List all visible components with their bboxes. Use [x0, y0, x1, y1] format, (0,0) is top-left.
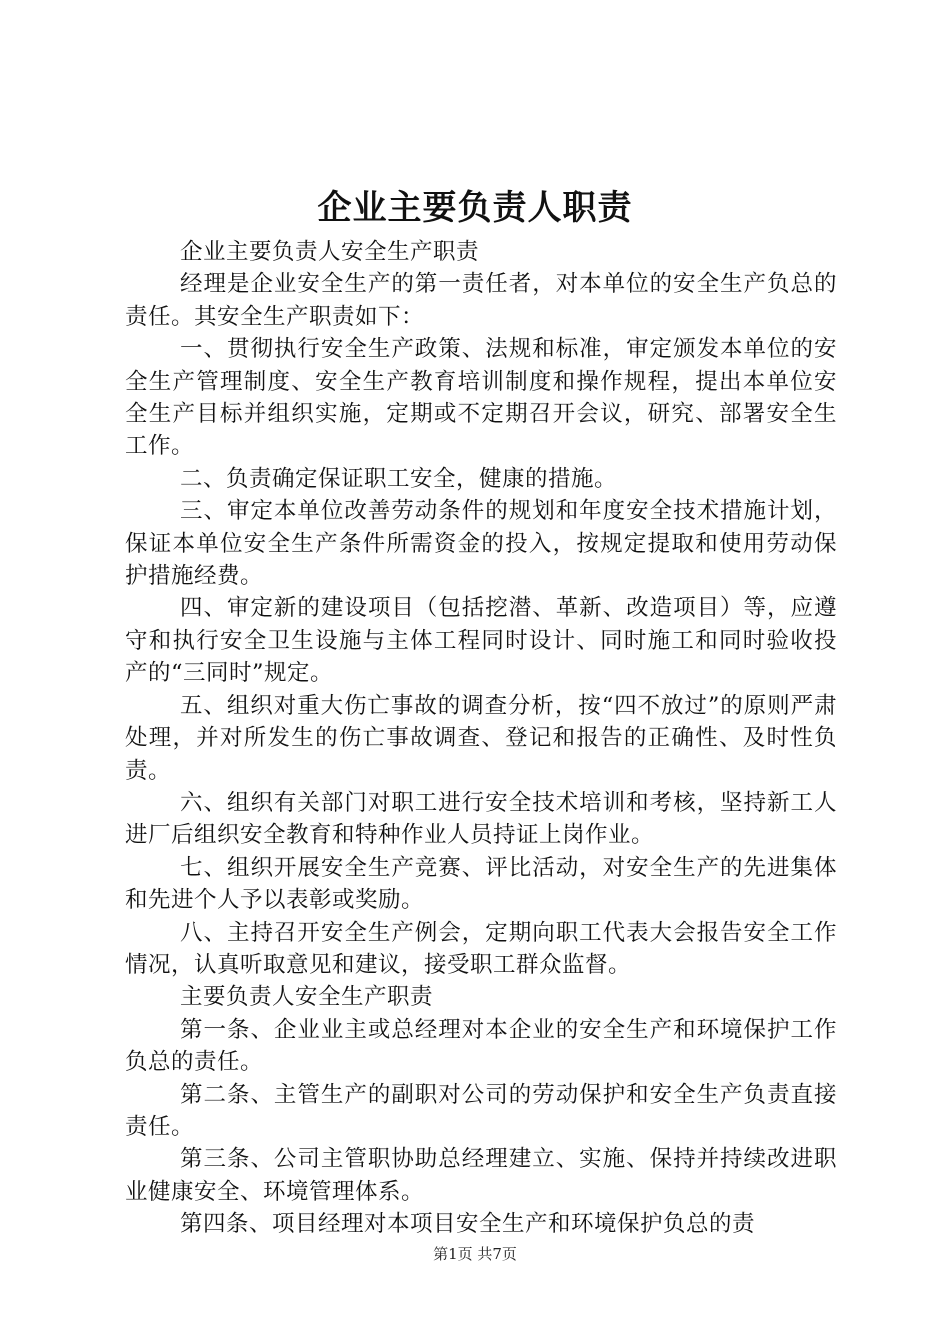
paragraph: 经理是企业安全生产的第一责任者，对本单位的安全生产负总的责任。其安全生产职责如下：: [125, 271, 837, 330]
paragraph: 八、主持召开安全生产例会，定期向职工代表大会报告安全工作情况，认真听取意见和建议，接受职工群众监督。: [125, 919, 837, 978]
paragraph: 一、贯彻执行安全生产政策、法规和标准，审定颁发本单位的安全生产管理制度、安全生产教育培训制度和操作规程，提出本单位安全生产目标并组织实施，定期或不定期召开会议，研究、部署安全生工作。: [125, 336, 837, 460]
paragraph: 三、审定本单位改善劳动条件的规划和年度安全技术措施计划，保证本单位安全生产条件所需资金的投入，按规定提取和使用劳动保护措施经费。: [125, 498, 837, 590]
paragraph: 第三条、公司主管职协助总经理建立、实施、保持并持续改进职业健康安全、环境管理体系。: [125, 1146, 837, 1205]
paragraph: 二、负责确定保证职工安全，健康的措施。: [180, 465, 618, 492]
document-title: 企业主要负责人职责: [317, 188, 633, 228]
paragraph: 企业主要负责人安全生产职责: [180, 239, 480, 265]
document-body: [125, 236, 837, 1241]
paragraph: 六、组织有关部门对职工进行安全技术培训和考核，坚持新工人进厂后组织安全教育和特种作业人员持证上岗作业。: [125, 789, 837, 849]
paragraph: 主要负责人安全生产职责: [180, 984, 434, 1011]
paragraph: 第一条、企业业主或总经理对本企业的安全生产和环境保护工作负总的责任。: [125, 1016, 837, 1076]
paragraph: 七、组织开展安全生产竞赛、评比活动，对安全生产的先进集体和先进个人予以表彰或奖励。: [125, 854, 837, 914]
paragraph: 第四条、项目经理对本项目安全生产和环境保护负总的责: [180, 1211, 756, 1238]
page-number-footer: 第1页 共7页: [433, 1245, 517, 1263]
paragraph: 第二条、主管生产的副职对公司的劳动保护和安全生产负责直接责任。: [125, 1081, 837, 1140]
paragraph: 五、组织对重大伤亡事故的调查分析，按“四不放过”的原则严肃处理，并对所发生的伤亡事故调查、登记和报告的正确性、及时性负责。: [125, 692, 837, 784]
paragraph: 四、审定新的建设项目（包括挖潜、革新、改造项目）等，应遵守和执行安全卫生设施与主体工程同时设计、同时施工和同时验收投产的“三同时”规定。: [125, 595, 837, 687]
